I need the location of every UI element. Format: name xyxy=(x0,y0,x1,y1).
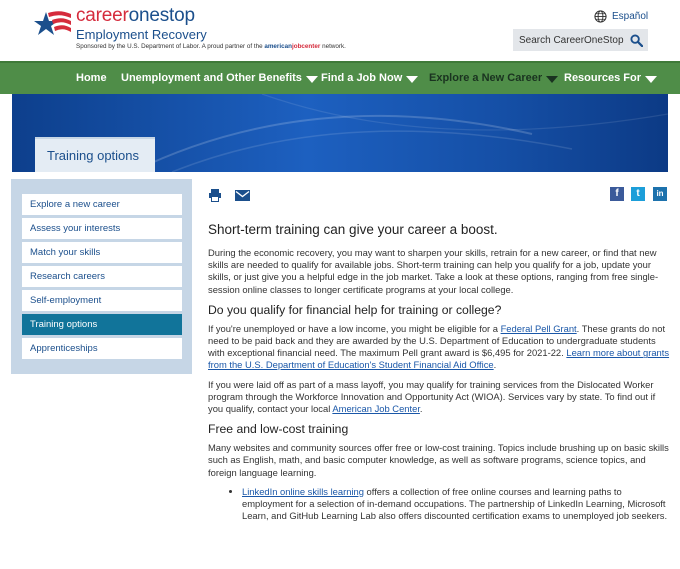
nav-find-job-label: Find a Job Now xyxy=(321,72,403,84)
american-job-center-link[interactable]: American Job Center xyxy=(332,403,420,415)
sidebar-nav xyxy=(11,179,192,374)
free-training-heading: Free and low-cost training xyxy=(208,422,349,437)
resource-list xyxy=(242,486,670,523)
site-subtitle: Employment Recovery xyxy=(76,27,207,42)
financial-help-heading: Do you qualify for financial help for training or college? xyxy=(208,302,502,317)
globe-icon xyxy=(594,10,607,23)
ajc-logo-part2: jobcenter xyxy=(291,43,321,50)
sidebar-item-training-options[interactable]: Training options xyxy=(22,314,182,335)
email-icon[interactable] xyxy=(235,190,250,201)
site-header xyxy=(0,0,680,60)
sidebar-item-assess-interests[interactable]: Assess your interests xyxy=(22,218,182,239)
sidebar-item-research-careers[interactable]: Research careers xyxy=(22,266,182,287)
sponsor-text-end: network. xyxy=(322,43,346,50)
linkedin-learning-link[interactable]: LinkedIn online skills learning xyxy=(242,485,364,497)
nav-home-label: Home xyxy=(76,72,107,84)
linkedin-share-icon[interactable]: in xyxy=(653,187,667,201)
brand-name-part1: career xyxy=(76,5,129,26)
nav-unemployment-label: Unemployment and Other Benefits xyxy=(121,72,302,84)
chevron-down-icon xyxy=(306,76,318,83)
ajc-logo-part1: american xyxy=(264,43,292,50)
paragraph-text: . xyxy=(493,359,497,371)
brand-name-part2: onestop xyxy=(128,5,195,26)
main-navigation xyxy=(0,61,680,94)
print-icon[interactable] xyxy=(208,188,222,202)
list-item-text: offers a collection of free online courses and learning paths to employment for a selection of in-demand occupations. The partnership of LinkedIn Learning, Microsoft Learn, and GitHub Learning Lab also offers discounted certification exams to unemployed job seekers. xyxy=(242,485,668,522)
language-label[interactable]: Español xyxy=(612,11,649,22)
main-content xyxy=(208,222,670,522)
chevron-down-icon xyxy=(546,76,558,83)
page-title-tab: Training options xyxy=(35,137,155,172)
free-training-paragraph: Many websites and community sources offer free or low-cost training. Topics include brushing up on basic skills such as English, math, and basic computer knowledge, as well as software programs, science topics, and foreign language learning. xyxy=(208,442,669,478)
nav-find-a-job[interactable] xyxy=(321,63,418,94)
search-label: Search CareerOneStop xyxy=(519,34,624,46)
sidebar-item-apprenticeships[interactable]: Apprenticeships xyxy=(22,338,182,359)
sponsor-text: Sponsored by the U.S. Department of Labor. A proud partner of the xyxy=(76,43,263,50)
sponsor-line xyxy=(76,43,346,50)
student-aid-link[interactable]: Learn more about grants from the U.S. Department of Education's Student Financial Aid Office xyxy=(208,347,670,371)
search-icon xyxy=(630,34,643,47)
twitter-share-icon[interactable]: t xyxy=(631,187,645,201)
sidebar-item-self-employment[interactable]: Self-employment xyxy=(22,290,182,311)
paragraph-text: . These grants do not need to be paid back and they are awarded by the U.S. Department of Education to undergraduate students with exceptional financial need. The maximum Pell grant award is $6,495 for 2021-22. xyxy=(208,322,666,359)
nav-resources-label: Resources For xyxy=(564,72,642,84)
sidebar-item-explore-new-career[interactable]: Explore a new career xyxy=(22,194,182,215)
nav-explore-career[interactable] xyxy=(429,63,558,94)
pell-grant-link[interactable]: Federal Pell Grant xyxy=(500,322,577,334)
nav-explore-label: Explore a New Career xyxy=(429,72,543,84)
nav-unemployment-benefits[interactable] xyxy=(121,63,318,94)
intro-paragraph: During the economic recovery, you may want to sharpen your skills, retrain for a new career, or find that new skills are needed to qualify for available jobs. Short-term training can help you qualify for a job, update your skills, or just give you a helpful edge in the job market. Take a look at these options, ranging from free single-session online classes to longer certificate programs at your local college. xyxy=(208,247,659,295)
nav-home[interactable] xyxy=(76,63,107,94)
paragraph-text: If you were laid off as part of a mass layoff, you may qualify for training services from the Dislocated Worker program through the Workforce Innovation and Opportunity Act (WIOA). Services vary by state. To find out if you qualify, contact your local xyxy=(208,378,656,415)
facebook-share-icon[interactable]: f xyxy=(610,187,624,201)
paragraph-text: . xyxy=(419,403,423,415)
chevron-down-icon xyxy=(406,76,418,83)
paragraph-text: If you're unemployed or have a low income, you might be eligible for a xyxy=(208,322,501,334)
wioa-paragraph xyxy=(208,379,670,416)
search-button[interactable] xyxy=(513,29,648,51)
language-link[interactable] xyxy=(594,10,648,23)
list-item xyxy=(242,486,670,523)
brand-block[interactable] xyxy=(76,6,207,42)
careeronestop-logo-icon[interactable] xyxy=(32,8,72,44)
pell-grant-paragraph xyxy=(208,323,670,372)
brand-name[interactable] xyxy=(76,6,207,26)
sidebar-item-match-skills[interactable]: Match your skills xyxy=(22,242,182,263)
chevron-down-icon xyxy=(645,76,657,83)
nav-resources-for[interactable] xyxy=(564,63,657,94)
page-heading: Short-term training can give your career a boost. xyxy=(208,222,498,237)
